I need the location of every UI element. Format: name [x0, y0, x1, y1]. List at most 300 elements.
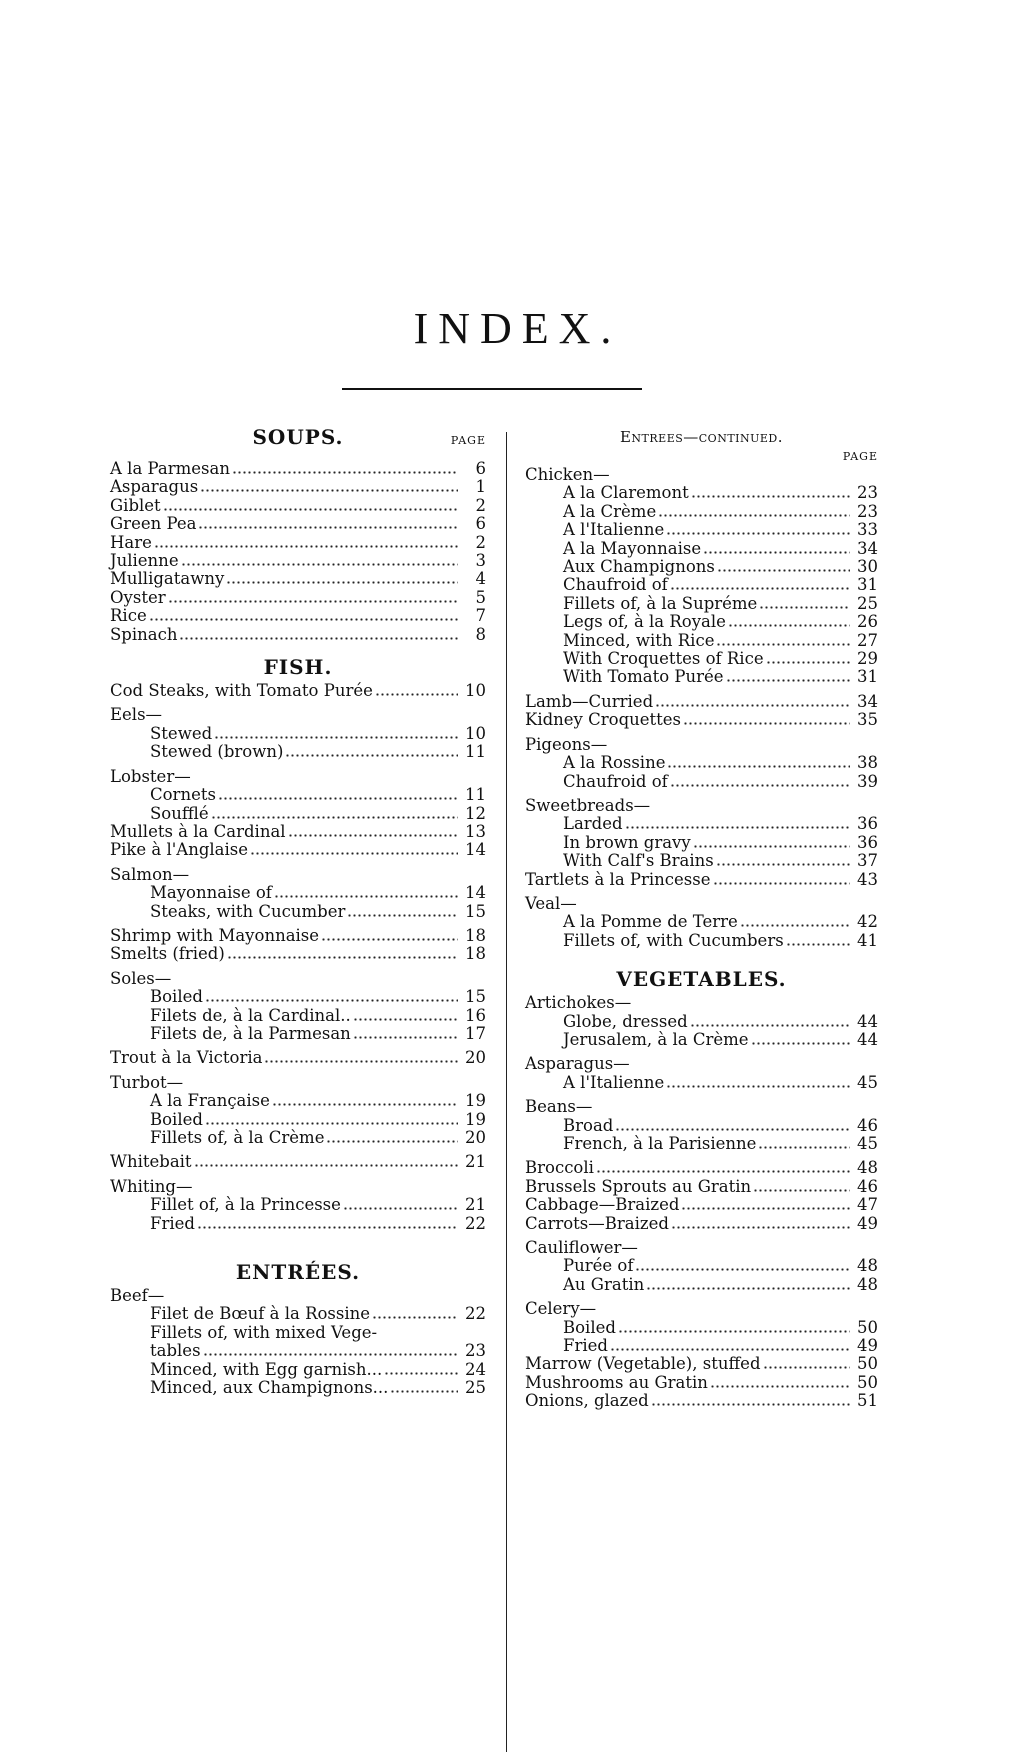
page-column-label: PAGE [450, 434, 486, 447]
entry-page: 42 [857, 912, 878, 932]
leader-dots [655, 694, 850, 708]
leader-dots [671, 1216, 850, 1230]
leader-dots [710, 1375, 850, 1389]
index-entry [110, 841, 486, 859]
entry-page: 48 [857, 1256, 878, 1276]
leader-dots [200, 479, 458, 493]
index-entry [110, 1025, 486, 1043]
leader-dots [691, 485, 850, 499]
entry-title: Soufflé [150, 803, 209, 823]
entry-title: Boiled [563, 1317, 616, 1337]
entry-title: Brussels Sprouts au Gratin [525, 1176, 752, 1196]
leader-dots [384, 1362, 458, 1376]
entry-page: 10 [465, 681, 486, 701]
entry-page: 39 [857, 771, 878, 791]
entry-page: 13 [465, 821, 486, 841]
entry-title: tables [150, 1341, 201, 1361]
entry-page: 23 [857, 501, 878, 521]
index-entry [525, 650, 878, 668]
index-entry [525, 484, 878, 502]
index-entry [525, 852, 878, 870]
index-entry [110, 1111, 486, 1129]
entry-title: In brown gravy [563, 832, 691, 852]
leader-dots [321, 928, 458, 942]
index-entry [110, 460, 486, 478]
index-entry [525, 632, 878, 650]
entry-title: Chaufroid of [563, 771, 668, 791]
leader-dots [625, 816, 850, 830]
entry-title: Filet de Bœuf à la Rossine [150, 1304, 371, 1324]
leader-dots [666, 522, 850, 536]
group-heading: Artichokes— [525, 993, 632, 1013]
entry-title: Oyster [110, 587, 166, 607]
index-entry [110, 743, 486, 761]
entry-page: 20 [465, 1128, 486, 1147]
entry-title: A la Mayonnaise [563, 538, 702, 558]
index-entry [525, 521, 878, 539]
entry-page: 50 [857, 1372, 878, 1392]
entry-title: A la Pomme de Terre [563, 912, 738, 932]
entry-title: Minced, with Egg garnish... [150, 1359, 383, 1379]
column-divider [506, 432, 507, 1752]
entry-page: 44 [857, 1011, 878, 1031]
index-entry [525, 1178, 878, 1196]
entry-page: 6 [475, 514, 486, 534]
leader-dots [179, 627, 458, 641]
entry-title: Spinach [110, 624, 178, 644]
entry-page: 3 [475, 551, 486, 571]
entry-title: Globe, dressed [563, 1011, 688, 1031]
leader-dots [681, 1197, 850, 1211]
leader-dots [326, 1130, 458, 1144]
entry-page: 18 [465, 944, 486, 964]
leader-dots [618, 1320, 850, 1334]
leader-dots [168, 590, 458, 604]
leader-dots [154, 535, 458, 549]
entry-page: 19 [465, 1091, 486, 1111]
leader-dots [149, 608, 458, 622]
group-heading: Cauliflower— [525, 1238, 638, 1258]
leader-dots [232, 461, 458, 475]
index-entry [110, 682, 486, 700]
leader-dots [753, 1179, 850, 1193]
right-column [525, 428, 878, 1411]
entry-page: 25 [465, 1378, 486, 1398]
entry-page: 22 [465, 1213, 486, 1233]
entry-page: 1 [475, 477, 486, 497]
leader-dots [658, 504, 850, 518]
entry-title: Broccoli [525, 1158, 594, 1178]
entry-page: 31 [857, 575, 878, 595]
leader-dots [288, 824, 458, 838]
index-entry [525, 1337, 878, 1355]
leader-dots [353, 1026, 458, 1040]
entry-title: Larded [563, 814, 623, 834]
entry-page: 11 [465, 785, 486, 805]
entry-page: 25 [857, 593, 878, 613]
group-heading: Beans— [525, 1097, 593, 1117]
entry-title: A la Française [150, 1091, 270, 1111]
index-entry [525, 693, 878, 711]
leader-dots [596, 1160, 850, 1174]
group-heading: Sweetbreads— [525, 795, 651, 815]
leader-dots [274, 885, 458, 899]
entry-page: 50 [857, 1317, 878, 1337]
entry-title: Rice [110, 606, 147, 626]
section-heading-vegetables: VEGETABLES. [616, 967, 787, 992]
leader-dots [713, 872, 850, 886]
entry-page: 33 [857, 520, 878, 540]
page-column-label: PAGE [842, 450, 878, 463]
leader-dots [635, 1258, 850, 1272]
entry-page: 21 [465, 1152, 486, 1172]
index-entry [110, 1215, 486, 1233]
index-entry [110, 607, 486, 625]
index-entry [525, 1374, 878, 1392]
entry-title: Giblet [110, 495, 161, 515]
entry-title: French, à la Parisienne [563, 1134, 757, 1153]
entry-page: 11 [465, 742, 486, 762]
section-heading-entrees: ENTRÉES. [235, 1260, 361, 1285]
entry-page: 26 [857, 612, 878, 632]
entry-page: 47 [857, 1195, 878, 1215]
leader-dots [163, 498, 458, 512]
entry-title: Julienne [110, 551, 179, 571]
index-entry [525, 540, 878, 558]
index-entry [525, 1319, 878, 1337]
leader-dots [205, 1112, 458, 1126]
index-entry [110, 552, 486, 570]
index-entry [110, 823, 486, 841]
leader-dots [766, 651, 850, 665]
index-entry [525, 1392, 878, 1410]
entry-page: 15 [465, 987, 486, 1007]
entry-page: 5 [475, 587, 486, 607]
entry-title: Whitebait [110, 1152, 192, 1172]
group-heading: Veal— [525, 893, 577, 913]
entry-page: 18 [465, 925, 486, 945]
index-entry [110, 725, 486, 743]
entry-page: 51 [857, 1391, 878, 1411]
group-heading: Lobster— [110, 766, 191, 786]
entry-title: Cod Steaks, with Tomato Purée [110, 681, 373, 701]
leader-dots [728, 614, 850, 628]
index-entry [525, 773, 878, 791]
entry-page: 46 [857, 1115, 878, 1135]
entry-page: 23 [465, 1341, 486, 1361]
entry-title: Purée of [563, 1256, 634, 1276]
index-entry [525, 1135, 878, 1153]
entry-title: With Croquettes of Rice [563, 649, 764, 669]
entry-title: Hare [110, 532, 152, 552]
entry-page: 37 [857, 851, 878, 871]
entry-title: A l'Italienne [563, 520, 665, 540]
index-entry [110, 589, 486, 607]
leader-dots [226, 571, 458, 585]
leader-dots [610, 1338, 850, 1352]
index-entry [525, 1117, 878, 1135]
entry-page: 8 [475, 624, 486, 644]
leader-dots [211, 806, 458, 820]
index-entry [110, 805, 486, 823]
entry-title: With Tomato Purée [563, 667, 724, 687]
index-entry [525, 871, 878, 889]
index-entry [110, 515, 486, 533]
entry-title: Tartlets à la Princesse [525, 869, 711, 889]
group-heading: Chicken— [525, 465, 610, 484]
entry-title: Mulligatawny [110, 569, 225, 589]
index-entry [110, 1129, 486, 1147]
entry-page: 49 [857, 1213, 878, 1233]
index-entry [110, 534, 486, 552]
entry-page: 35 [857, 710, 878, 730]
index-entry [525, 558, 878, 576]
index-entry [525, 576, 878, 594]
index-entry [525, 815, 878, 833]
continued-heading: Entrees—continued. [619, 428, 784, 446]
index-entry [110, 884, 486, 902]
leader-dots [375, 683, 458, 697]
leader-dots [250, 842, 458, 856]
index-entry [525, 834, 878, 852]
entry-page: 23 [857, 483, 878, 503]
index-entry [110, 1342, 486, 1360]
index-entry [110, 1092, 486, 1110]
entry-page: 2 [475, 532, 486, 552]
index-entry [110, 786, 486, 804]
section-heading-fish: FISH. [263, 655, 333, 680]
group-heading: Celery— [525, 1299, 597, 1319]
entry-title: Fillets of, with Cucumbers [563, 930, 784, 950]
entry-title: Trout à la Victoria [110, 1048, 263, 1068]
entry-title: Minced, aux Champignons... [150, 1378, 389, 1398]
index-entry [110, 1196, 486, 1214]
leader-dots [194, 1154, 458, 1168]
leader-dots [758, 1136, 850, 1150]
entry-title: Steaks, with Cucumber [150, 901, 346, 921]
entry-page: 14 [465, 883, 486, 903]
leader-dots [716, 633, 850, 647]
leader-dots [227, 946, 458, 960]
entry-title: Smelts (fried) [110, 944, 225, 964]
index-entry [525, 1276, 878, 1294]
entry-title: A l'Italienne [563, 1072, 665, 1092]
group-heading: Asparagus— [525, 1054, 630, 1074]
leader-dots [181, 553, 458, 567]
entry-title: Shrimp with Mayonnaise [110, 925, 320, 945]
leader-dots [272, 1093, 458, 1107]
leader-dots [214, 726, 458, 740]
entry-page: 24 [465, 1359, 486, 1379]
entry-page: 48 [857, 1158, 878, 1178]
leader-dots [646, 1277, 850, 1291]
entry-page: 17 [465, 1023, 486, 1043]
leader-dots [751, 1032, 850, 1046]
left-column [110, 425, 486, 1398]
group-heading: Beef— [110, 1286, 165, 1306]
leader-dots [683, 712, 850, 726]
leader-dots [372, 1306, 458, 1320]
entry-page: 31 [857, 667, 878, 687]
entry-page: 45 [857, 1134, 878, 1153]
entry-title: Fried [150, 1213, 195, 1233]
index-entry [110, 903, 486, 921]
leader-dots [763, 1356, 850, 1370]
leader-dots [198, 516, 458, 530]
entry-title: A la Claremont [563, 483, 689, 503]
entry-page: 36 [857, 814, 878, 834]
entry-page: 41 [857, 930, 878, 950]
entry-title: Mayonnaise of [150, 883, 272, 903]
entry-page: 22 [465, 1304, 486, 1324]
entry-page: 4 [475, 569, 486, 589]
group-heading: Whiting— [110, 1176, 193, 1196]
entry-page: 21 [465, 1195, 486, 1215]
entry-title: Mushrooms au Gratin [525, 1372, 708, 1392]
title-rule [342, 388, 642, 390]
leader-dots [615, 1118, 850, 1132]
entry-title: With Calf's Brains [563, 851, 714, 871]
entry-title: Legs of, à la Royale [563, 612, 726, 632]
leader-dots [716, 853, 850, 867]
index-entry [525, 1215, 878, 1233]
entry-page: 43 [857, 869, 878, 889]
index-entry [110, 1305, 486, 1323]
section-heading-soups: SOUPS. [252, 425, 344, 449]
index-entry [110, 626, 486, 644]
index-entry [525, 613, 878, 631]
leader-dots [690, 1014, 850, 1028]
entry-title: Marrow (Vegetable), stuffed [525, 1354, 761, 1374]
leader-dots [343, 1197, 458, 1211]
entry-title: Broad [563, 1115, 614, 1135]
entry-page: 14 [465, 840, 486, 860]
leader-dots [390, 1380, 458, 1394]
entry-page: 45 [857, 1072, 878, 1092]
leader-dots [717, 559, 850, 573]
leader-dots [667, 755, 850, 769]
group-heading: Pigeons— [525, 734, 608, 754]
entry-title: Asparagus [110, 477, 199, 497]
entry-page: 7 [475, 606, 486, 626]
leader-dots [670, 577, 850, 591]
entry-title: Filets de, à la Parmesan [150, 1023, 351, 1043]
index-entry [525, 754, 878, 772]
leader-dots [740, 914, 850, 928]
entry-page: 48 [857, 1274, 878, 1294]
leader-dots [218, 787, 458, 801]
group-heading: Soles— [110, 968, 172, 988]
leader-dots [264, 1050, 458, 1064]
entry-title: Cabbage—Braized [525, 1195, 680, 1215]
entry-title: A la Crème [563, 501, 657, 521]
entry-title: Au Gratin [563, 1274, 645, 1294]
index-entry [525, 668, 878, 686]
entry-title: Stewed [150, 723, 213, 743]
entry-title: Stewed (brown) [150, 742, 284, 762]
index-entry [110, 1153, 486, 1171]
group-heading: Turbot— [110, 1072, 184, 1092]
leader-dots [759, 596, 850, 610]
entry-title: A la Parmesan [110, 459, 230, 478]
entry-title: Green Pea [110, 514, 197, 534]
entry-page: 10 [465, 723, 486, 743]
index-entry [110, 988, 486, 1006]
entry-title: Fillets of, à la Supréme [563, 593, 758, 613]
entry-page: 15 [465, 901, 486, 921]
index-entry [110, 570, 486, 588]
index-entry [525, 595, 878, 613]
index-entry [525, 913, 878, 931]
index-entry [110, 497, 486, 515]
entry-title: Boiled [150, 1109, 203, 1129]
entry-page: 34 [857, 691, 878, 711]
index-entry [525, 1257, 878, 1275]
entry-page: 46 [857, 1176, 878, 1196]
index-entry [525, 932, 878, 950]
leader-dots [205, 989, 458, 1003]
leader-dots [203, 1343, 458, 1357]
entry-title: Chaufroid of [563, 575, 668, 595]
index-entry [525, 1074, 878, 1092]
index-entry [110, 945, 486, 963]
entry-title: Fried [563, 1336, 608, 1356]
entry-page: 29 [857, 649, 878, 669]
group-heading: Salmon— [110, 864, 190, 884]
entry-page: 19 [465, 1109, 486, 1129]
leader-dots [670, 774, 850, 788]
entry-title: Fillet of, à la Princesse [150, 1195, 341, 1215]
index-entry [525, 1159, 878, 1177]
leader-dots [666, 1075, 850, 1089]
index-entry [525, 1013, 878, 1031]
index-entry [110, 927, 486, 945]
entry-page: 20 [465, 1048, 486, 1068]
entry-page: 27 [857, 630, 878, 650]
index-entry [525, 1196, 878, 1214]
page-title: INDEX. [413, 304, 622, 353]
index-entry [525, 1355, 878, 1373]
entry-title: Mullets à la Cardinal [110, 821, 286, 841]
leader-dots [786, 933, 850, 947]
entry-title: Fillets of, à la Crème [150, 1128, 325, 1147]
entry-title: Minced, with Rice [563, 630, 715, 650]
entry-title: Pike à l'Anglaise [110, 840, 249, 860]
index-entry [525, 711, 878, 729]
entry-title: Lamb—Curried [525, 691, 654, 711]
leader-dots [347, 904, 458, 918]
leader-dots [726, 669, 850, 683]
leader-dots [197, 1216, 458, 1230]
index-entry [110, 1007, 486, 1025]
entry-page: 6 [475, 459, 486, 478]
index-entry [110, 1361, 486, 1379]
entry-page: 16 [465, 1005, 486, 1025]
entry-page: 49 [857, 1336, 878, 1356]
leader-dots [285, 744, 458, 758]
index-entry [525, 1031, 878, 1049]
index-entry [110, 478, 486, 496]
entry-page: 36 [857, 832, 878, 852]
index-entry [110, 1049, 486, 1067]
entry-page: 34 [857, 538, 878, 558]
leader-dots [703, 541, 850, 555]
entry-title: Filets de, à la Cardinal.. [150, 1005, 351, 1025]
entry-title: Carrots—Braized [525, 1213, 669, 1233]
leader-dots [693, 835, 850, 849]
entry-title: Boiled [150, 987, 203, 1007]
entry-title: Aux Champignons [563, 557, 715, 577]
